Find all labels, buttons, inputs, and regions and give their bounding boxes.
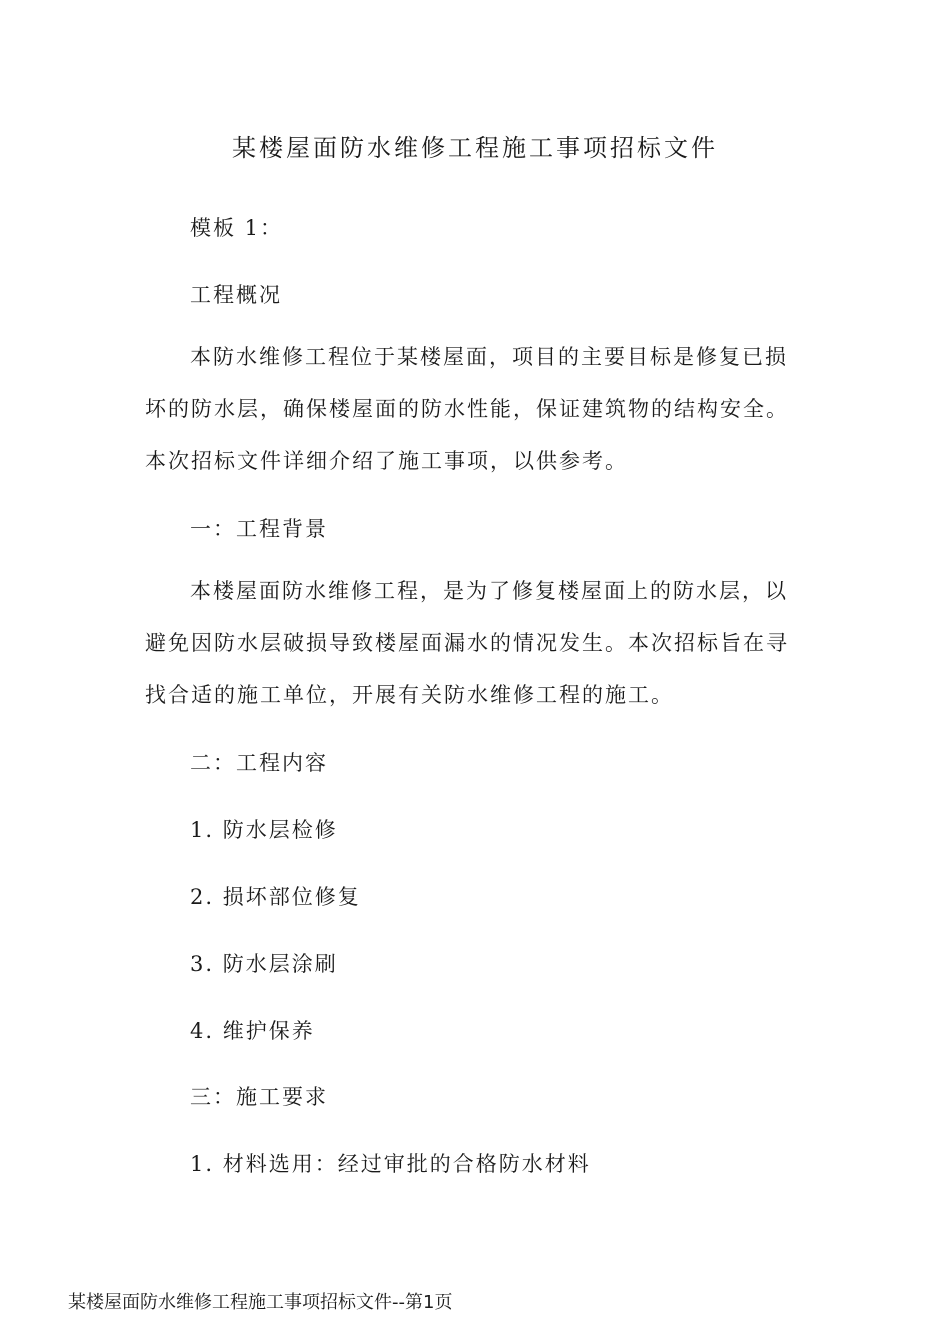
list-item: 2. 损坏部位修复 (190, 885, 361, 909)
page-footer: 某楼屋面防水维修工程施工事项招标文件--第1页 (68, 1292, 453, 1313)
overview-paragraph: 本防水维修工程位于某楼屋面，项目的主要目标是修复已损坏的防水层，确保楼屋面的防水性能，保证建筑物的结构安全。本次招标文件详细介绍了施工事项，以供参考。 (145, 345, 789, 473)
list-item: 1. 材料选用：经过审批的合格防水材料 (190, 1152, 591, 1176)
overview-heading: 工程概况 (190, 283, 282, 307)
list-item: 3. 防水层涂刷 (190, 952, 338, 976)
background-paragraph: 本楼屋面防水维修工程，是为了修复楼屋面上的防水层，以避免因防水层破损导致楼屋面漏水的情况发生。本次招标旨在寻找合适的施工单位，开展有关防水维修工程的施工。 (145, 579, 789, 707)
template-label: 模板 1： (190, 216, 284, 240)
list-item: 4. 维护保养 (190, 1019, 315, 1043)
section-heading-background: 一：工程背景 (190, 517, 328, 541)
section-heading-requirements: 三：施工要求 (190, 1085, 328, 1109)
section-heading-content: 二：工程内容 (190, 751, 328, 775)
list-item: 1. 防水层检修 (190, 818, 338, 842)
document-title: 某楼屋面防水维修工程施工事项招标文件 (232, 134, 718, 162)
